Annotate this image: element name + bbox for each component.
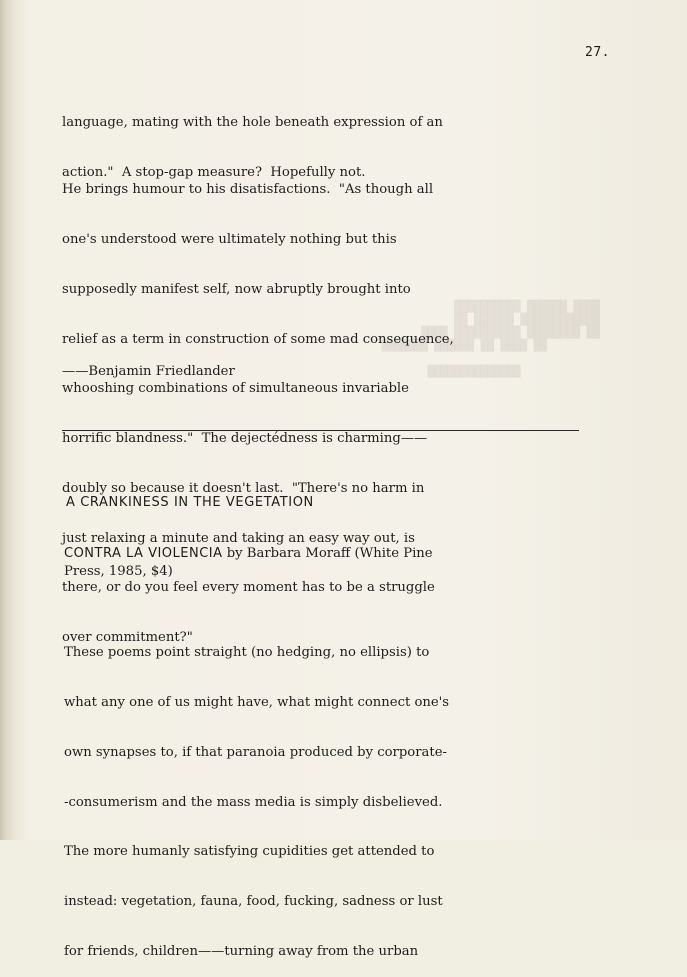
paragraph-3-line: what any one of us might have, what might connect one's	[64, 694, 450, 710]
paragraph-2	[62, 149, 587, 663]
paragraph-3-line: These poems point straight (no hedging, no ellipsis) to	[64, 645, 430, 661]
book-citation-line-2: Press, 1985, $4)	[64, 564, 173, 579]
paragraph-3-line: own synapses to, if that paranoia produced by corporate-	[64, 744, 447, 760]
paragraph-3-line: The more humanly satisfying cupidities get attended to	[64, 844, 435, 860]
paragraph-2-line: relief as a term in construction of some mad consequence,	[62, 331, 454, 347]
paragraph-1-line: language, mating with the hole beneath expression of an	[62, 115, 443, 131]
page-number: 27.	[585, 45, 610, 60]
paragraph-2-line: over commitment?"	[62, 630, 193, 646]
book-byline: by Barbara Moraff (White Pine	[222, 546, 433, 561]
paragraph-3-line: for friends, children——turning away from the urban	[64, 943, 419, 959]
book-title: CONTRA LA VIOLENCIA	[64, 546, 223, 561]
paragraph-3-line: -consumerism and the mass media is simply disbelieved.	[64, 794, 443, 810]
paragraph-2-line: there, or do you feel every moment has to be a struggle	[62, 580, 435, 596]
review-signature: ——Benjamin Friedlander	[62, 364, 235, 379]
paragraph-2-line: supposedly manifest self, now abruptly brought into	[62, 281, 411, 297]
paragraph-2-line: whooshing combinations of simultaneous invariable	[62, 381, 409, 397]
paragraph-2-line: one's understood were ultimately nothing but this	[62, 231, 397, 247]
book-citation-line-1	[64, 545, 433, 563]
paragraph-3-line: instead: vegetation, fauna, food, fucking, sadness or lust	[64, 894, 443, 910]
paragraph-2-line: horrific blandness." The dejectédness is charming——	[62, 431, 428, 447]
paragraph-2-line: just relaxing a minute and taking an easy way out, is	[62, 530, 415, 546]
section-title: A CRANKINESS IN THE VEGETATION	[66, 495, 314, 510]
paragraph-1-line: action." A stop-gap measure? Hopefully not.	[62, 164, 366, 180]
paragraph-2-line: He brings humour to his disatisfactions. "As though all	[62, 182, 434, 198]
section-divider	[62, 430, 579, 431]
paragraph-3	[64, 612, 589, 977]
paragraph-2-line: doubly so because it doesn't last. "There's no harm in	[62, 480, 425, 496]
